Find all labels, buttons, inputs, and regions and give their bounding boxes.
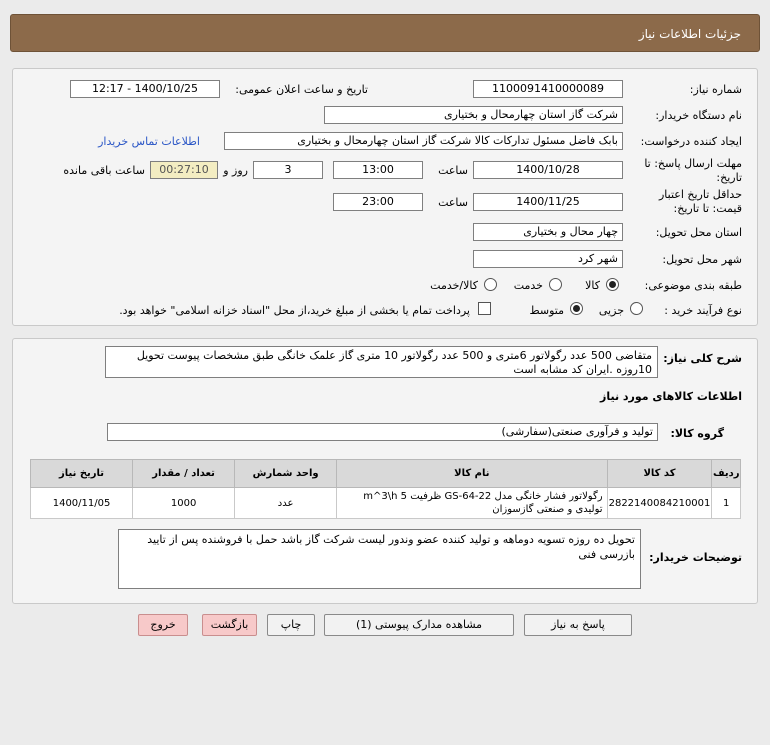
cell-code: 2822140084210001 xyxy=(607,488,712,519)
col-unit: واحد شمارش xyxy=(235,460,337,488)
category-radio-goods-service[interactable] xyxy=(484,278,497,291)
validity-time-field: 23:00 xyxy=(333,193,423,211)
days-label: روز و xyxy=(223,164,248,177)
reply-button[interactable]: پاسخ به نیاز xyxy=(524,614,632,636)
goods-table-header xyxy=(31,460,741,488)
category-option-goods: کالا xyxy=(585,279,600,292)
buyer-contact-link[interactable]: اطلاعات تماس خریدار xyxy=(98,135,200,148)
buyer-org-label: نام دستگاه خریدار: xyxy=(655,109,742,122)
col-code: کد کالا xyxy=(607,460,712,488)
page-title: جزئیات اطلاعات نیاز xyxy=(638,27,741,41)
buyer-org-field: شرکت گاز استان چهارمحال و بختیاری xyxy=(324,106,623,124)
requester-label: ایجاد کننده درخواست: xyxy=(640,135,742,148)
goods-group-field: تولید و فرآوری صنعتی(سفارشی) xyxy=(107,423,658,441)
col-date: تاریخ نیاز xyxy=(31,460,133,488)
back-button[interactable]: بازگشت xyxy=(202,614,257,636)
deadline-date-field: 1400/10/28 xyxy=(473,161,623,179)
buyer-notes-label: توضیحات خریدار: xyxy=(649,551,742,564)
deadline-time-field: 13:00 xyxy=(333,161,423,179)
remaining-days-field: 3 xyxy=(253,161,323,179)
need-number-label: شماره نیاز: xyxy=(689,83,742,96)
table-row xyxy=(31,488,741,519)
cell-row: 1 xyxy=(712,488,741,519)
remaining-label: ساعت باقی مانده xyxy=(63,164,145,177)
announce-label: تاریخ و ساعت اعلان عمومی: xyxy=(235,83,368,96)
category-option-goods-service: کالا/خدمت xyxy=(430,279,478,292)
deadline-label: مهلت ارسال پاسخ: تا تاریخ: xyxy=(644,157,742,184)
print-button[interactable]: چاپ xyxy=(267,614,315,636)
cell-name: رگولاتور فشار خانگی مدل GS-64-22 ظرفیت 5 m^3\h تولیدی و صنعتی گازسوزان xyxy=(337,488,607,519)
remaining-time-field: 00:27:10 xyxy=(150,161,218,179)
deadline-time-label: ساعت xyxy=(438,164,468,177)
city-label: شهر محل تحویل: xyxy=(662,253,742,266)
goods-group-label: گروه کالا: xyxy=(670,427,724,440)
cell-date: 1400/11/05 xyxy=(31,488,133,519)
goods-table xyxy=(30,459,741,519)
process-option-minor: جزیی xyxy=(598,304,624,317)
page-header xyxy=(10,14,760,52)
buyer-notes-text: تحویل ده روزه تسویه دوماهه و تولید کننده عضو وندور لیست شرکت گاز باشد حمل با فروشنده پس از تایید بازرسی فنی xyxy=(118,529,641,589)
category-option-service: خدمت xyxy=(513,279,543,292)
city-field: شهر کرد xyxy=(473,250,623,268)
process-label: نوع فرآیند خرید : xyxy=(664,304,742,317)
province-field: چهار محال و بختیاری xyxy=(473,223,623,241)
price-validity-label: حداقل تاریخ اعتبار قیمت: تا تاریخ: xyxy=(658,188,742,215)
requester-field: بابک فاضل مسئول تدارکات کالا شرکت گاز استان چهارمحال و بختیاری xyxy=(224,132,623,150)
treasury-payment-note: پرداخت تمام یا بخشی از مبلغ خرید،از محل "اسناد خزانه اسلامی" خواهد بود. xyxy=(119,304,470,317)
col-row: ردیف xyxy=(712,460,741,488)
province-label: استان محل تحویل: xyxy=(655,226,742,239)
cell-qty: 1000 xyxy=(133,488,235,519)
summary-text: متقاضی 500 عدد رگولاتور 6متری و 500 عدد رگولاتور 10 متری گاز علمک خانگی طبق مشخصات پیوست تحویل 10روزه .ایران کد مشابه است xyxy=(105,346,658,378)
announce-datetime-field: 1400/10/25 - 12:17 xyxy=(70,80,220,98)
category-radio-goods[interactable] xyxy=(606,278,619,291)
need-number-field: 1100091410000089 xyxy=(473,80,623,98)
category-radio-service[interactable] xyxy=(549,278,562,291)
goods-section-title: اطلاعات کالاهای مورد نیاز xyxy=(600,390,742,403)
summary-label: شرح کلی نیاز: xyxy=(663,352,742,365)
category-label: طبقه بندی موضوعی: xyxy=(644,279,742,292)
col-name: نام کالا xyxy=(337,460,607,488)
validity-date-field: 1400/11/25 xyxy=(473,193,623,211)
treasury-payment-checkbox[interactable] xyxy=(478,302,491,315)
process-radio-minor[interactable] xyxy=(630,302,643,315)
view-docs-button[interactable]: مشاهده مدارک پیوستی (1) xyxy=(324,614,514,636)
process-radio-medium[interactable] xyxy=(570,302,583,315)
col-qty: تعداد / مقدار xyxy=(133,460,235,488)
process-option-medium: متوسط xyxy=(529,304,564,317)
validity-time-label: ساعت xyxy=(438,196,468,209)
exit-button[interactable]: خروج xyxy=(138,614,188,636)
cell-unit: عدد xyxy=(235,488,337,519)
